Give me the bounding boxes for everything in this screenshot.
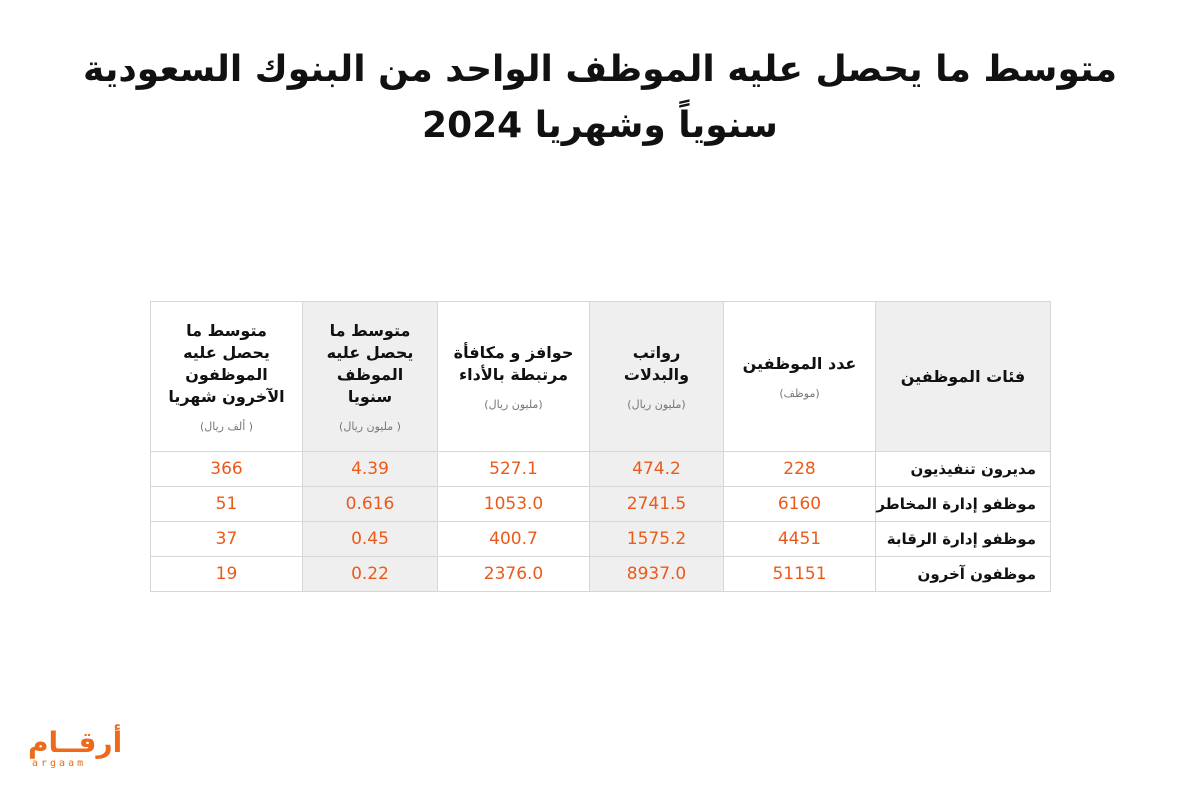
cell-incentives: 2376.0 (438, 557, 590, 592)
logo-arabic-text: أرقــام (28, 726, 123, 759)
cell-monthly-average: 37 (151, 522, 303, 557)
table-row (151, 557, 1051, 592)
table-row (151, 522, 1051, 557)
header-monthly-average (151, 302, 303, 452)
cell-incentives: 400.7 (438, 522, 590, 557)
compensation-table (150, 301, 1051, 592)
page-title (0, 42, 1200, 154)
header-incentives (438, 302, 590, 452)
header-employees (724, 302, 876, 452)
cell-annual-average: 0.22 (303, 557, 438, 592)
title-line-2: سنوياً وشهريا 2024 (422, 105, 778, 146)
header-label: متوسط ما يحصل عليه الموظف سنويا (326, 320, 414, 406)
cell-category: موظفو إدارة الرقابة (876, 522, 1051, 557)
cell-employees: 228 (724, 452, 876, 487)
header-unit: (مليون ريال) (627, 397, 686, 411)
cell-salaries: 1575.2 (590, 522, 724, 557)
cell-monthly-average: 366 (151, 452, 303, 487)
cell-salaries: 474.2 (590, 452, 724, 487)
cell-annual-average: 4.39 (303, 452, 438, 487)
header-annual-average (303, 302, 438, 452)
cell-monthly-average: 19 (151, 557, 303, 592)
header-unit: (موظف) (779, 386, 820, 400)
cell-employees: 4451 (724, 522, 876, 557)
cell-incentives: 527.1 (438, 452, 590, 487)
header-unit: (مليون ريال) (484, 397, 543, 411)
header-label: متوسط ما يحصل عليه الموظفون الآخرون شهريا (168, 320, 285, 406)
cell-salaries: 2741.5 (590, 487, 724, 522)
table-header-row (151, 302, 1051, 452)
table-row (151, 487, 1051, 522)
cell-employees: 6160 (724, 487, 876, 522)
cell-annual-average: 0.45 (303, 522, 438, 557)
argaam-logo (28, 728, 138, 772)
header-label: حوافز و مكافأة مرتبطة بالأداء (453, 342, 574, 384)
cell-salaries: 8937.0 (590, 557, 724, 592)
cell-incentives: 1053.0 (438, 487, 590, 522)
cell-category: موظفون آخرون (876, 557, 1051, 592)
title-line-1: متوسط ما يحصل عليه الموظف الواحد من البنوك السعودية (82, 49, 1117, 90)
cell-employees: 51151 (724, 557, 876, 592)
cell-category: مديرون تنفيذيون (876, 452, 1051, 487)
header-salaries (590, 302, 724, 452)
header-unit: ( مليون ريال) (339, 419, 401, 433)
header-label: عدد الموظفين (742, 353, 857, 373)
header-category (876, 302, 1051, 452)
header-label: فئات الموظفين (900, 366, 1026, 386)
cell-annual-average: 0.616 (303, 487, 438, 522)
cell-monthly-average: 51 (151, 487, 303, 522)
logo-latin-text: argaam (32, 758, 87, 769)
header-unit: ( ألف ريال) (199, 419, 254, 433)
cell-category: موظفو إدارة المخاطر (876, 487, 1051, 522)
header-label: رواتب والبدلات (623, 342, 690, 384)
table-row (151, 452, 1051, 487)
